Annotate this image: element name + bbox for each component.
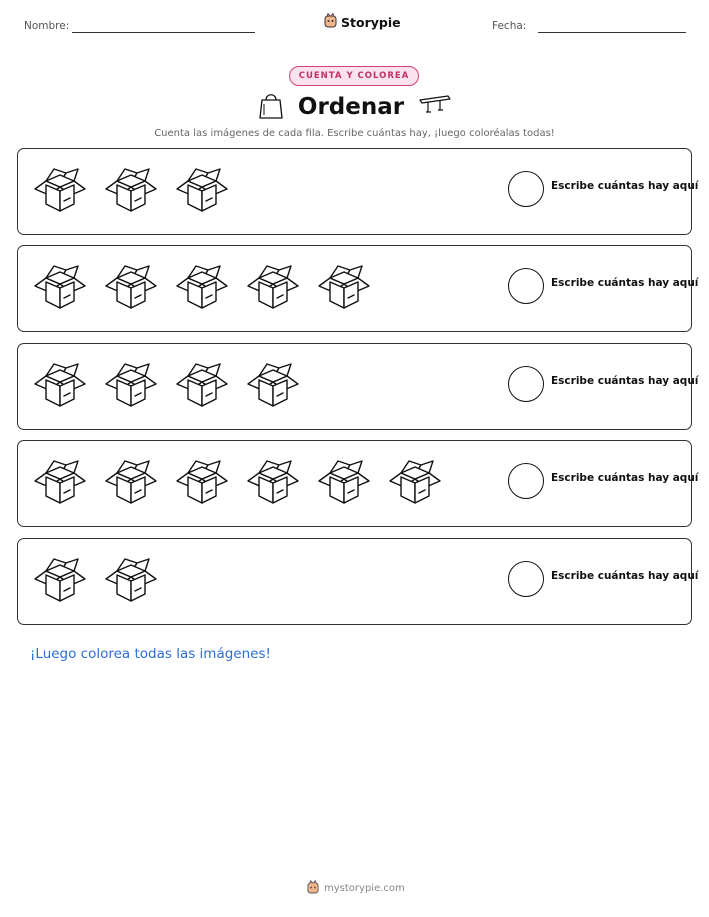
- open-box-icon[interactable]: [103, 260, 159, 312]
- box-group: [32, 163, 230, 215]
- open-box-icon[interactable]: [174, 163, 230, 215]
- shelf-icon: [418, 94, 452, 120]
- storypie-logo-icon: [307, 879, 319, 898]
- open-box-icon[interactable]: [387, 455, 443, 507]
- shopping-bag-icon: [258, 90, 284, 124]
- open-box-icon[interactable]: [103, 455, 159, 507]
- box-group: [32, 455, 443, 507]
- answer-label: Escribe cuántas hay aquí: [551, 375, 699, 387]
- open-box-icon[interactable]: [32, 553, 88, 605]
- box-group: [32, 358, 301, 410]
- answer-label: Escribe cuántas hay aquí: [551, 277, 699, 289]
- counting-row: [17, 440, 699, 527]
- counting-row: [17, 343, 699, 430]
- open-box-icon[interactable]: [32, 260, 88, 312]
- open-box-icon[interactable]: [174, 455, 230, 507]
- answer-circle[interactable]: [508, 171, 544, 207]
- instruction-text: Cuenta las imágenes de cada fila. Escribe cuántas hay, ¡luego coloréalas todas!: [154, 128, 555, 139]
- open-box-icon[interactable]: [103, 358, 159, 410]
- footer: [307, 879, 405, 898]
- open-box-icon[interactable]: [174, 260, 230, 312]
- name-line[interactable]: [72, 32, 255, 33]
- box-group: [32, 553, 159, 605]
- open-box-icon[interactable]: [103, 553, 159, 605]
- open-box-icon[interactable]: [103, 163, 159, 215]
- counting-row: [17, 538, 699, 625]
- answer-circle[interactable]: [508, 268, 544, 304]
- brand-name: Storypie: [341, 15, 401, 30]
- open-box-icon[interactable]: [245, 260, 301, 312]
- open-box-icon[interactable]: [245, 455, 301, 507]
- answer-label: Escribe cuántas hay aquí: [551, 472, 699, 484]
- open-box-icon[interactable]: [32, 163, 88, 215]
- answer-circle[interactable]: [508, 366, 544, 402]
- storypie-logo-icon: [324, 13, 337, 32]
- open-box-icon[interactable]: [174, 358, 230, 410]
- brand: [324, 13, 401, 32]
- open-box-icon[interactable]: [316, 455, 372, 507]
- page-title: Ordenar: [297, 94, 405, 120]
- answer-label: Escribe cuántas hay aquí: [551, 180, 699, 192]
- title-block: [250, 90, 460, 124]
- counting-row: [17, 245, 699, 332]
- name-label: Nombre:: [24, 20, 70, 32]
- open-box-icon[interactable]: [32, 455, 88, 507]
- date-label: Fecha:: [492, 20, 527, 32]
- answer-circle[interactable]: [508, 463, 544, 499]
- footer-site: mystorypie.com: [324, 883, 405, 894]
- answer-label: Escribe cuántas hay aquí: [551, 570, 699, 582]
- counting-row: [17, 148, 699, 235]
- answer-circle[interactable]: [508, 561, 544, 597]
- open-box-icon[interactable]: [32, 358, 88, 410]
- activity-badge: CUENTA Y COLOREA: [289, 66, 419, 86]
- date-line[interactable]: [538, 32, 686, 33]
- open-box-icon[interactable]: [316, 260, 372, 312]
- open-box-icon[interactable]: [245, 358, 301, 410]
- box-group: [32, 260, 372, 312]
- footer-note: ¡Luego colorea todas las imágenes!: [30, 646, 271, 662]
